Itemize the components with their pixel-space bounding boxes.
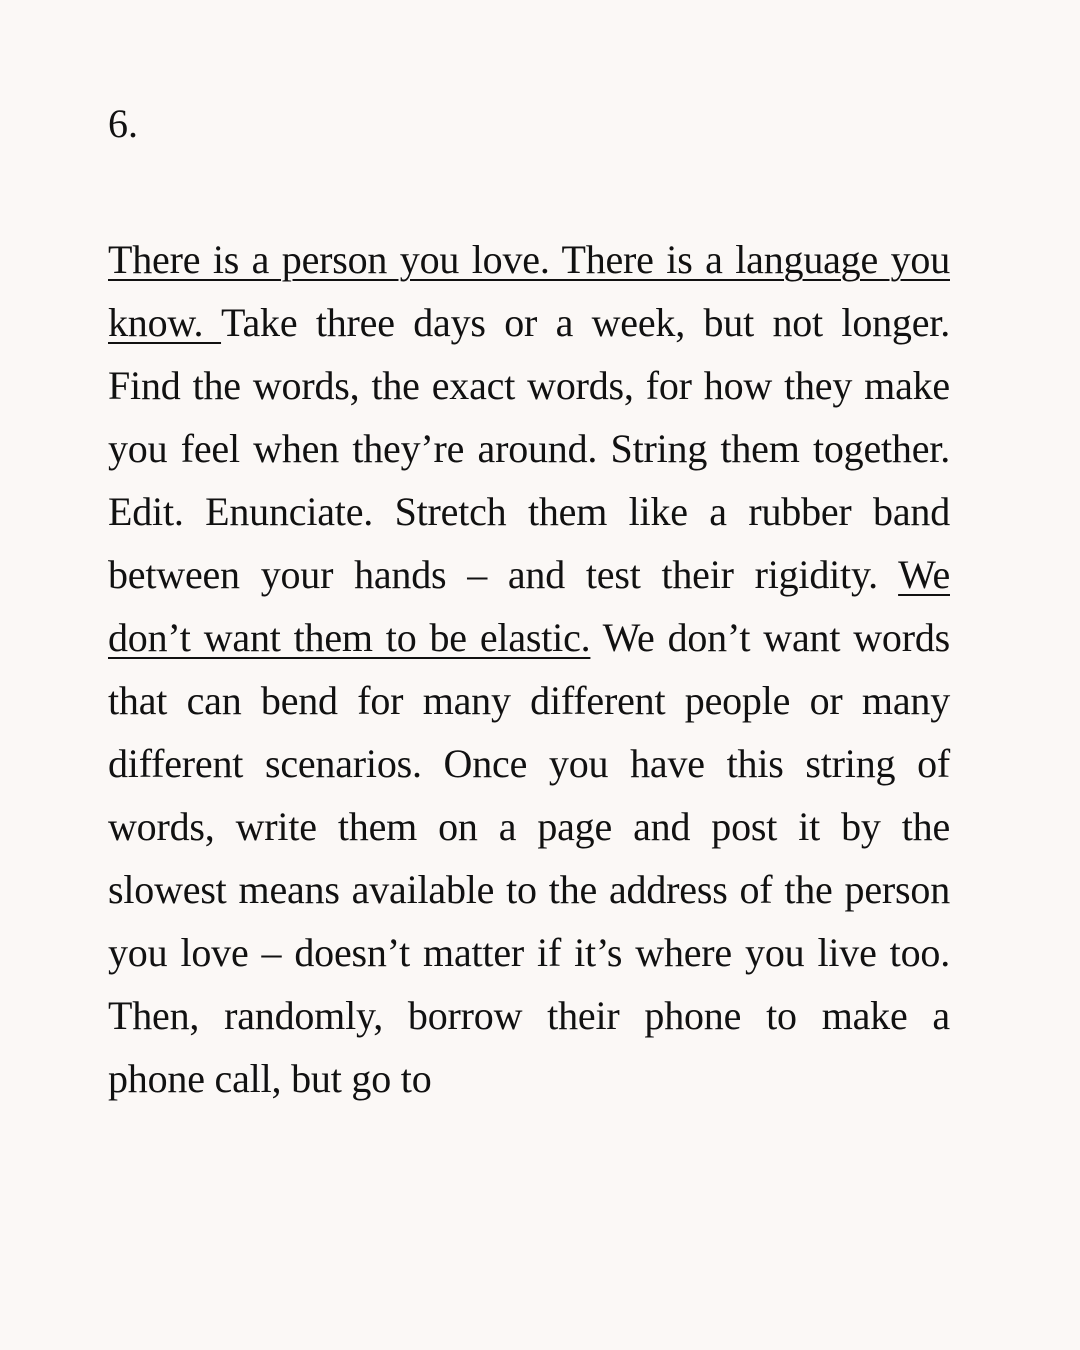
document-page — [108, 0, 950, 1350]
section-number: 6. — [108, 101, 138, 146]
passage-paragraph — [108, 228, 950, 1110]
underlined-passage-2: We don’t want them to be elastic. — [108, 552, 950, 660]
passage-text-1: Take three days or a week, but not longer. Find the words, the exact words, for how they make you feel when they’re around. String them together. Edit. Enunciate. Stretch them like a rubber band between your hands – and test their rigidity. — [108, 300, 950, 597]
underlined-passage-1: There is a person you love. There is a language you know. — [108, 237, 950, 345]
passage-text-2: We don’t want words that can bend for many different people or many different scenarios. Once you have this string of words, write them on a page and post it by the slowest means available to the address of the person you love – doesn’t matter if it’s where you live too. Then, randomly, borrow their phone to make a phone call, but go to — [108, 615, 950, 1101]
